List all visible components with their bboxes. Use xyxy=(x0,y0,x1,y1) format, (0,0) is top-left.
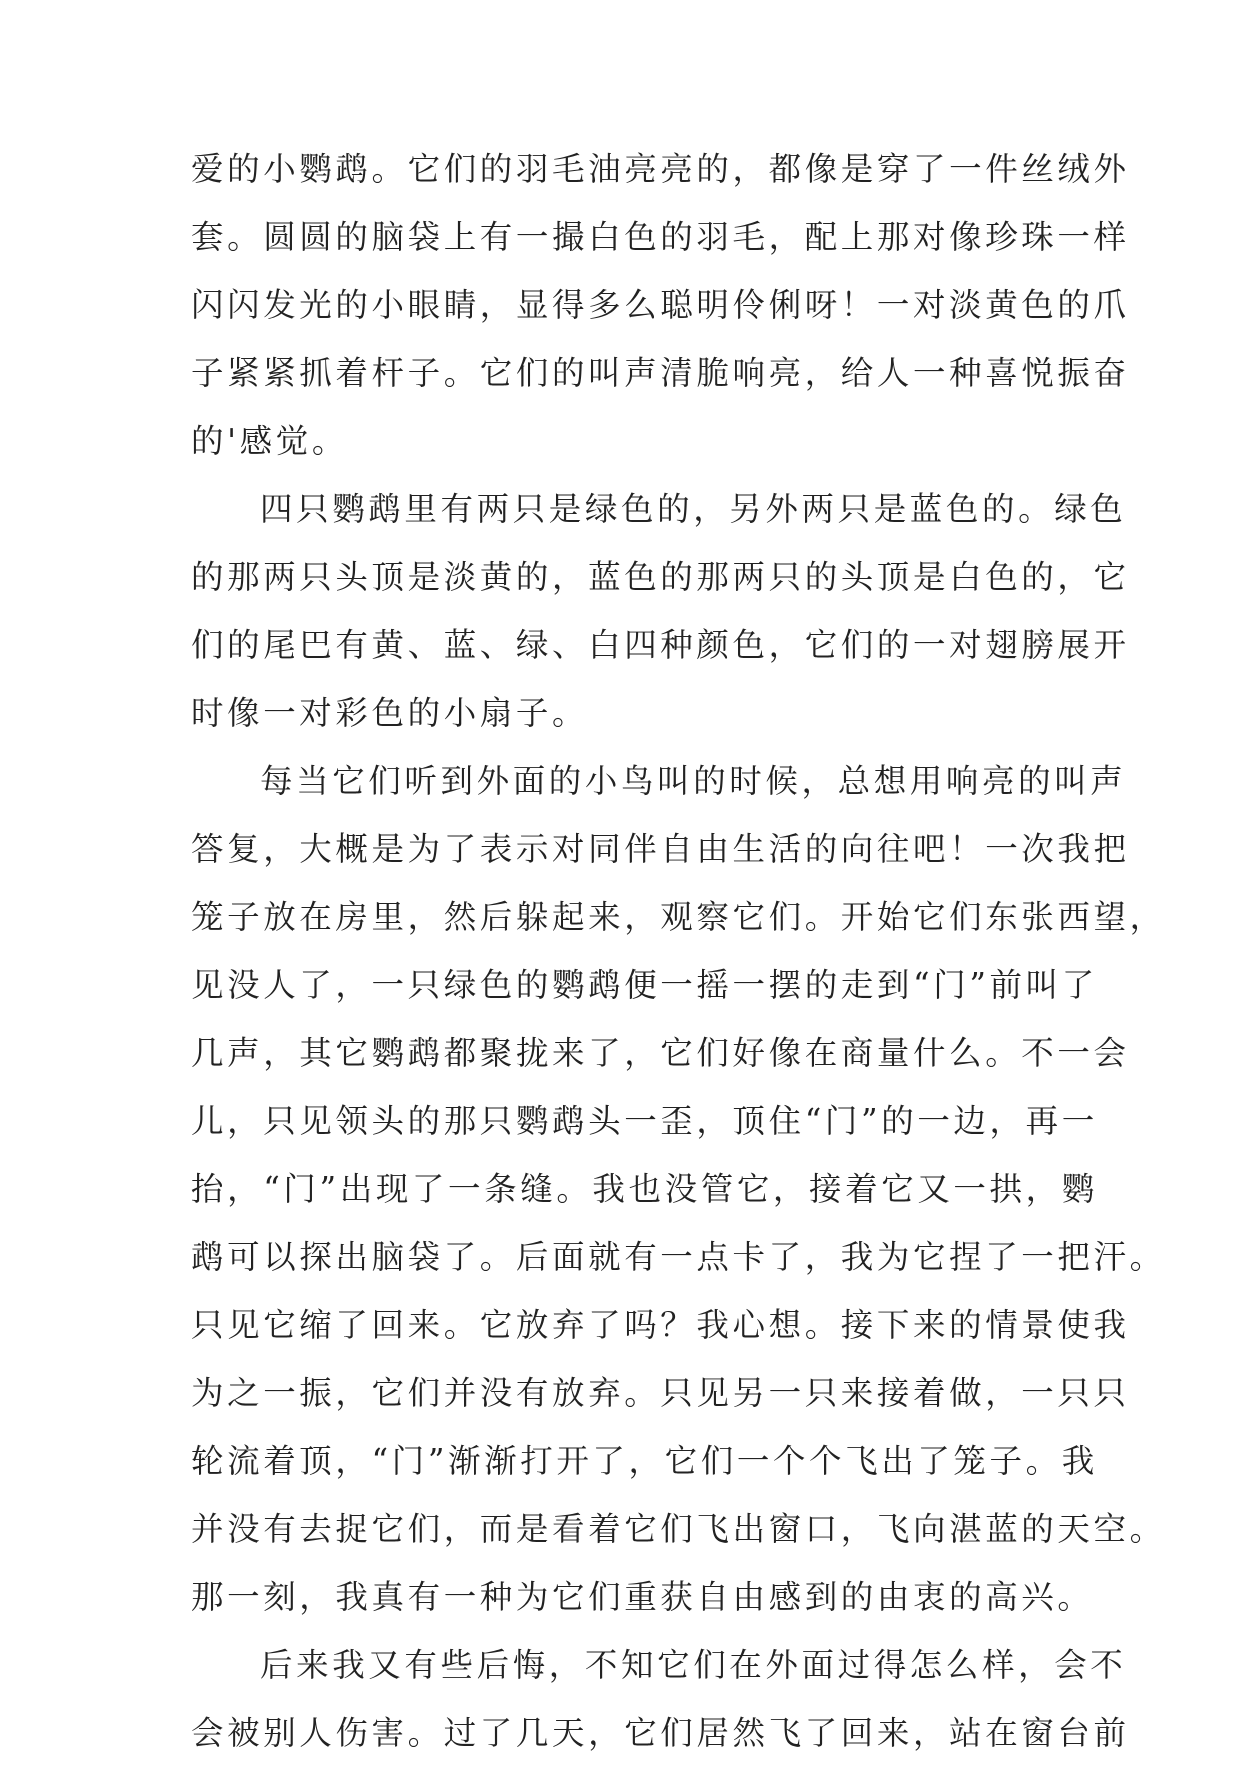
text-line: 轮流着顶，“门”渐渐打开了，它们一个个飞出了笼子。我 xyxy=(191,1442,1098,1480)
text-line: 们的尾巴有黄、蓝、绿、白四种颜色，它们的一对翅膀展开 xyxy=(191,626,1130,664)
paragraph-first-line: 后来我又有些后悔，不知它们在外面过得怎么样，会不 xyxy=(260,1646,1127,1684)
text-line: 见没人了，一只绿色的鹦鹉便一摇一摆的走到“门”前叫了 xyxy=(191,966,1098,1004)
text-line: 只见它缩了回来。它放弃了吗？我心想。接下来的情景使我 xyxy=(191,1306,1130,1344)
text-line: 为之一振，它们并没有放弃。只见另一只来接着做，一只只 xyxy=(191,1374,1130,1412)
text-line: 套。圆圆的脑袋上有一撮白色的羽毛，配上那对像珍珠一样 xyxy=(191,218,1130,256)
text-line: 会被别人伤害。过了几天，它们居然飞了回来，站在窗台前 xyxy=(191,1714,1130,1752)
paragraph-first-line: 每当它们听到外面的小鸟叫的时候，总想用响亮的叫声 xyxy=(260,762,1127,800)
text-line: 的'感觉。 xyxy=(191,422,348,460)
essay-body xyxy=(191,135,1166,1767)
text-line: 儿，只见领头的那只鹦鹉头一歪，顶住“门”的一边，再一 xyxy=(191,1102,1098,1140)
text-line: 那一刻，我真有一种为它们重获自由感到的由衷的高兴。 xyxy=(191,1578,1094,1616)
text-line: 爱的小鹦鹉。它们的羽毛油亮亮的，都像是穿了一件丝绒外 xyxy=(191,150,1130,188)
text-line: 的那两只头顶是淡黄的，蓝色的那两只的头顶是白色的，它 xyxy=(191,558,1130,596)
text-line: 几声，其它鹦鹉都聚拢来了，它们好像在商量什么。不一会 xyxy=(191,1034,1130,1072)
text-line: 鹉可以探出脑袋了。后面就有一点卡了，我为它捏了一把汗。 xyxy=(191,1238,1166,1276)
paragraph-first-line: 四只鹦鹉里有两只是绿色的，另外两只是蓝色的。绿色 xyxy=(260,490,1127,528)
text-line: 子紧紧抓着杆子。它们的叫声清脆响亮，给人一种喜悦振奋 xyxy=(191,354,1130,392)
text-line: 笼子放在房里，然后躲起来，观察它们。开始它们东张西望， xyxy=(191,898,1166,936)
text-line: 抬，“门”出现了一条缝。我也没管它，接着它又一拱，鹦 xyxy=(191,1170,1098,1208)
text-line: 闪闪发光的小眼睛，显得多么聪明伶俐呀！一对淡黄色的爪 xyxy=(191,286,1130,324)
text-line: 并没有去捉它们，而是看着它们飞出窗口，飞向湛蓝的天空。 xyxy=(191,1510,1166,1548)
text-line: 时像一对彩色的小扇子。 xyxy=(191,694,589,732)
text-line: 答复，大概是为了表示对同伴自由生活的向往吧！一次我把 xyxy=(191,830,1130,868)
